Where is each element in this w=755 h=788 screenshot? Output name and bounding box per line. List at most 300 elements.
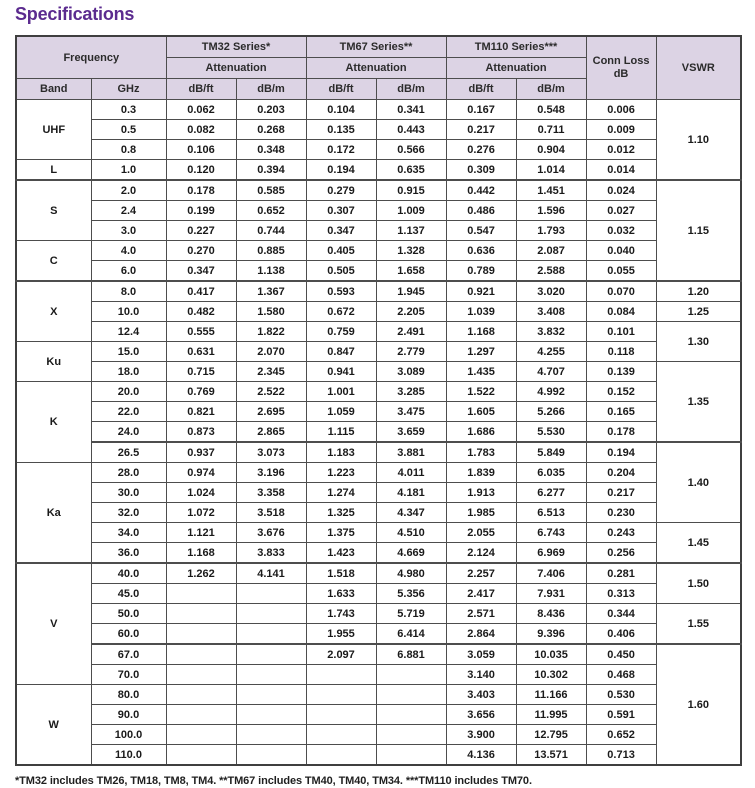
ghz-cell: 22.0 — [91, 402, 166, 422]
header-vswr: VSWR — [656, 36, 741, 100]
tm67-dbm-cell: 0.915 — [376, 180, 446, 201]
tm67-dbm-cell: 3.475 — [376, 402, 446, 422]
tm67-dbm-cell: 3.089 — [376, 362, 446, 382]
conn-loss-cell: 0.006 — [586, 100, 656, 120]
tm32-dbft-cell: 0.199 — [166, 201, 236, 221]
tm67-dbm-cell — [376, 745, 446, 766]
table-row — [16, 644, 741, 665]
tm110-dbm-cell: 5.266 — [516, 402, 586, 422]
header-band: Band — [16, 79, 91, 100]
table-row — [16, 160, 741, 181]
ghz-cell: 36.0 — [91, 543, 166, 564]
conn-loss-cell: 0.468 — [586, 665, 656, 685]
tm32-dbft-cell: 1.121 — [166, 523, 236, 543]
tm110-dbft-cell: 0.309 — [446, 160, 516, 181]
tm67-dbft-cell: 1.743 — [306, 604, 376, 624]
table-row — [16, 725, 741, 745]
tm110-dbm-cell: 9.396 — [516, 624, 586, 645]
tm67-dbm-cell: 1.658 — [376, 261, 446, 282]
vswr-cell: 1.10 — [656, 100, 741, 181]
tm67-dbft-cell: 0.941 — [306, 362, 376, 382]
band-cell: K — [16, 382, 91, 463]
tm67-dbm-cell — [376, 665, 446, 685]
band-cell: S — [16, 180, 91, 241]
tm32-dbft-cell: 0.873 — [166, 422, 236, 443]
tm110-dbm-cell: 1.014 — [516, 160, 586, 181]
tm110-dbft-cell: 1.435 — [446, 362, 516, 382]
tm110-dbm-cell: 5.530 — [516, 422, 586, 443]
table-row — [16, 624, 741, 645]
tm110-dbm-cell: 13.571 — [516, 745, 586, 766]
ghz-cell: 100.0 — [91, 725, 166, 745]
vswr-cell: 1.20 — [656, 281, 741, 302]
conn-loss-cell: 0.406 — [586, 624, 656, 645]
ghz-cell: 1.0 — [91, 160, 166, 181]
tm67-dbm-cell — [376, 725, 446, 745]
tm110-dbm-cell: 7.406 — [516, 563, 586, 584]
tm32-dbft-cell — [166, 624, 236, 645]
header-tm110-dbm: dB/m — [516, 79, 586, 100]
vswr-cell: 1.30 — [656, 322, 741, 362]
conn-loss-cell: 0.256 — [586, 543, 656, 564]
band-cell: W — [16, 685, 91, 766]
table-row — [16, 402, 741, 422]
vswr-cell: 1.15 — [656, 180, 741, 281]
table-row — [16, 241, 741, 261]
tm32-dbm-cell: 0.652 — [236, 201, 306, 221]
tm110-dbm-cell: 1.451 — [516, 180, 586, 201]
tm67-dbft-cell: 1.001 — [306, 382, 376, 402]
tm32-dbm-cell — [236, 705, 306, 725]
tm32-dbm-cell: 1.822 — [236, 322, 306, 342]
conn-loss-cell: 0.139 — [586, 362, 656, 382]
conn-loss-cell: 0.217 — [586, 483, 656, 503]
tm32-dbm-cell — [236, 584, 306, 604]
tm67-dbft-cell: 1.423 — [306, 543, 376, 564]
table-row — [16, 523, 741, 543]
tm110-dbft-cell: 2.417 — [446, 584, 516, 604]
tm32-dbm-cell: 0.394 — [236, 160, 306, 181]
conn-loss-cell: 0.070 — [586, 281, 656, 302]
table-row — [16, 342, 741, 362]
tm32-dbft-cell — [166, 584, 236, 604]
tm32-dbft-cell: 0.417 — [166, 281, 236, 302]
table-row — [16, 382, 741, 402]
ghz-cell: 80.0 — [91, 685, 166, 705]
tm32-dbm-cell — [236, 665, 306, 685]
vswr-cell: 1.55 — [656, 604, 741, 645]
tm32-dbm-cell: 2.070 — [236, 342, 306, 362]
tm32-dbft-cell: 0.106 — [166, 140, 236, 160]
table-row — [16, 140, 741, 160]
header-tm32-series: TM32 Series* — [166, 36, 306, 58]
tm110-dbm-cell: 2.588 — [516, 261, 586, 282]
ghz-cell: 15.0 — [91, 342, 166, 362]
ghz-cell: 0.3 — [91, 100, 166, 120]
tm32-dbm-cell: 1.580 — [236, 302, 306, 322]
table-row — [16, 604, 741, 624]
table-header — [16, 36, 741, 100]
tm67-dbft-cell: 1.115 — [306, 422, 376, 443]
ghz-cell: 18.0 — [91, 362, 166, 382]
conn-loss-cell: 0.152 — [586, 382, 656, 402]
conn-loss-cell: 0.652 — [586, 725, 656, 745]
table-row — [16, 422, 741, 443]
tm32-dbft-cell: 0.715 — [166, 362, 236, 382]
ghz-cell: 90.0 — [91, 705, 166, 725]
header-row-series — [16, 36, 741, 58]
tm67-dbft-cell: 1.955 — [306, 624, 376, 645]
table-row — [16, 261, 741, 282]
table-row — [16, 563, 741, 584]
tm67-dbm-cell: 2.491 — [376, 322, 446, 342]
tm110-dbm-cell: 3.832 — [516, 322, 586, 342]
tm32-dbm-cell: 2.865 — [236, 422, 306, 443]
tm110-dbft-cell: 2.124 — [446, 543, 516, 564]
tm32-dbm-cell: 0.585 — [236, 180, 306, 201]
tm110-dbft-cell: 3.656 — [446, 705, 516, 725]
tm67-dbm-cell: 1.009 — [376, 201, 446, 221]
tm67-dbft-cell: 0.847 — [306, 342, 376, 362]
table-row — [16, 503, 741, 523]
header-tm32-dbm: dB/m — [236, 79, 306, 100]
tm67-dbm-cell: 4.347 — [376, 503, 446, 523]
tm67-dbm-cell: 4.669 — [376, 543, 446, 564]
tm67-dbft-cell: 0.405 — [306, 241, 376, 261]
tm67-dbft-cell: 0.135 — [306, 120, 376, 140]
tm67-dbm-cell: 3.659 — [376, 422, 446, 443]
vswr-cell: 1.60 — [656, 644, 741, 765]
tm32-dbft-cell: 0.769 — [166, 382, 236, 402]
tm67-dbm-cell: 0.635 — [376, 160, 446, 181]
tm110-dbft-cell: 0.442 — [446, 180, 516, 201]
table-row — [16, 322, 741, 342]
header-tm67-attenuation: Attenuation — [306, 58, 446, 79]
tm67-dbft-cell: 1.274 — [306, 483, 376, 503]
conn-loss-cell: 0.530 — [586, 685, 656, 705]
ghz-cell: 110.0 — [91, 745, 166, 766]
tm110-dbft-cell: 0.547 — [446, 221, 516, 241]
conn-loss-cell: 0.243 — [586, 523, 656, 543]
tm67-dbft-cell: 1.633 — [306, 584, 376, 604]
tm110-dbm-cell: 3.408 — [516, 302, 586, 322]
tm67-dbm-cell: 1.137 — [376, 221, 446, 241]
band-cell: L — [16, 160, 91, 181]
tm32-dbft-cell — [166, 644, 236, 665]
table-row — [16, 201, 741, 221]
tm110-dbm-cell: 6.277 — [516, 483, 586, 503]
tm67-dbm-cell: 4.181 — [376, 483, 446, 503]
tm110-dbm-cell: 0.711 — [516, 120, 586, 140]
table-row — [16, 584, 741, 604]
ghz-cell: 70.0 — [91, 665, 166, 685]
conn-loss-cell: 0.009 — [586, 120, 656, 140]
tm32-dbm-cell: 3.518 — [236, 503, 306, 523]
band-cell: X — [16, 281, 91, 342]
ghz-cell: 50.0 — [91, 604, 166, 624]
tm67-dbft-cell: 1.223 — [306, 463, 376, 483]
tm67-dbm-cell: 3.881 — [376, 442, 446, 463]
tm110-dbm-cell: 8.436 — [516, 604, 586, 624]
tm110-dbm-cell: 4.992 — [516, 382, 586, 402]
tm32-dbm-cell — [236, 644, 306, 665]
ghz-cell: 26.5 — [91, 442, 166, 463]
tm32-dbft-cell: 0.555 — [166, 322, 236, 342]
tm67-dbm-cell: 0.341 — [376, 100, 446, 120]
ghz-cell: 40.0 — [91, 563, 166, 584]
tm67-dbft-cell — [306, 725, 376, 745]
ghz-cell: 2.0 — [91, 180, 166, 201]
tm67-dbm-cell — [376, 685, 446, 705]
tm67-dbm-cell: 4.980 — [376, 563, 446, 584]
tm110-dbm-cell: 2.087 — [516, 241, 586, 261]
tm110-dbft-cell: 1.039 — [446, 302, 516, 322]
band-cell: Ka — [16, 463, 91, 564]
tm32-dbft-cell: 0.347 — [166, 261, 236, 282]
tm110-dbft-cell: 2.055 — [446, 523, 516, 543]
ghz-cell: 34.0 — [91, 523, 166, 543]
tm110-dbm-cell: 11.995 — [516, 705, 586, 725]
tm110-dbm-cell: 11.166 — [516, 685, 586, 705]
header-tm67-series: TM67 Series** — [306, 36, 446, 58]
tm67-dbft-cell — [306, 685, 376, 705]
tm67-dbm-cell: 2.779 — [376, 342, 446, 362]
tm67-dbm-cell: 5.719 — [376, 604, 446, 624]
tm67-dbft-cell: 2.097 — [306, 644, 376, 665]
conn-loss-cell: 0.024 — [586, 180, 656, 201]
tm110-dbft-cell: 1.522 — [446, 382, 516, 402]
tm110-dbft-cell: 0.167 — [446, 100, 516, 120]
conn-loss-cell: 0.012 — [586, 140, 656, 160]
vswr-cell: 1.40 — [656, 442, 741, 523]
tm110-dbft-cell: 1.686 — [446, 422, 516, 443]
tm110-dbft-cell: 0.921 — [446, 281, 516, 302]
ghz-cell: 12.4 — [91, 322, 166, 342]
tm32-dbm-cell: 0.885 — [236, 241, 306, 261]
tm32-dbft-cell: 0.631 — [166, 342, 236, 362]
ghz-cell: 4.0 — [91, 241, 166, 261]
tm32-dbm-cell: 3.676 — [236, 523, 306, 543]
header-tm110-series: TM110 Series*** — [446, 36, 586, 58]
table-row — [16, 180, 741, 201]
tm32-dbm-cell: 3.833 — [236, 543, 306, 564]
tm32-dbm-cell: 3.073 — [236, 442, 306, 463]
table-row — [16, 705, 741, 725]
table-row — [16, 100, 741, 120]
tm32-dbft-cell — [166, 705, 236, 725]
conn-loss-cell: 0.118 — [586, 342, 656, 362]
tm67-dbm-cell: 0.566 — [376, 140, 446, 160]
tm110-dbft-cell: 3.403 — [446, 685, 516, 705]
tm32-dbm-cell — [236, 745, 306, 766]
tm32-dbft-cell: 0.178 — [166, 180, 236, 201]
tm67-dbft-cell: 0.172 — [306, 140, 376, 160]
tm67-dbft-cell — [306, 705, 376, 725]
tm67-dbm-cell: 6.414 — [376, 624, 446, 645]
conn-loss-cell: 0.014 — [586, 160, 656, 181]
tm32-dbft-cell — [166, 665, 236, 685]
tm32-dbm-cell: 4.141 — [236, 563, 306, 584]
tm67-dbm-cell: 1.328 — [376, 241, 446, 261]
tm67-dbft-cell: 0.347 — [306, 221, 376, 241]
tm67-dbm-cell: 5.356 — [376, 584, 446, 604]
table-row — [16, 442, 741, 463]
band-cell: Ku — [16, 342, 91, 382]
tm32-dbm-cell: 0.348 — [236, 140, 306, 160]
tm110-dbm-cell: 0.904 — [516, 140, 586, 160]
tm32-dbft-cell: 0.062 — [166, 100, 236, 120]
tm67-dbft-cell — [306, 665, 376, 685]
conn-loss-cell: 0.204 — [586, 463, 656, 483]
tm110-dbm-cell: 6.969 — [516, 543, 586, 564]
table-row — [16, 665, 741, 685]
tm110-dbm-cell: 4.707 — [516, 362, 586, 382]
tm110-dbft-cell: 3.900 — [446, 725, 516, 745]
tm110-dbm-cell: 4.255 — [516, 342, 586, 362]
header-ghz: GHz — [91, 79, 166, 100]
tm32-dbm-cell: 2.695 — [236, 402, 306, 422]
tm67-dbm-cell: 4.510 — [376, 523, 446, 543]
tm32-dbm-cell: 3.196 — [236, 463, 306, 483]
tm67-dbft-cell: 0.307 — [306, 201, 376, 221]
tm32-dbft-cell: 1.168 — [166, 543, 236, 564]
tm32-dbft-cell: 1.072 — [166, 503, 236, 523]
tm32-dbft-cell: 0.227 — [166, 221, 236, 241]
tm32-dbft-cell: 0.482 — [166, 302, 236, 322]
tm110-dbft-cell: 1.783 — [446, 442, 516, 463]
tm110-dbft-cell: 2.257 — [446, 563, 516, 584]
footnote: *TM32 includes TM26, TM18, TM8, TM4. **TM67 includes TM40, TM40, TM34. ***TM110 includes TM70. — [15, 775, 532, 787]
conn-loss-cell: 0.450 — [586, 644, 656, 665]
ghz-cell: 0.8 — [91, 140, 166, 160]
header-frequency: Frequency — [16, 36, 166, 79]
tm110-dbft-cell: 0.486 — [446, 201, 516, 221]
tm32-dbft-cell: 1.024 — [166, 483, 236, 503]
vswr-cell: 1.35 — [656, 362, 741, 443]
tm32-dbft-cell: 0.120 — [166, 160, 236, 181]
table-row — [16, 685, 741, 705]
ghz-cell: 60.0 — [91, 624, 166, 645]
spec-table-body — [16, 100, 741, 766]
table-row — [16, 463, 741, 483]
band-cell: V — [16, 563, 91, 685]
table-row — [16, 120, 741, 140]
tm32-dbft-cell — [166, 604, 236, 624]
band-cell: C — [16, 241, 91, 282]
conn-loss-cell: 0.230 — [586, 503, 656, 523]
tm110-dbm-cell: 10.302 — [516, 665, 586, 685]
tm110-dbft-cell: 0.636 — [446, 241, 516, 261]
band-cell: UHF — [16, 100, 91, 160]
tm67-dbft-cell: 1.183 — [306, 442, 376, 463]
tm32-dbm-cell: 0.268 — [236, 120, 306, 140]
tm110-dbm-cell: 1.596 — [516, 201, 586, 221]
ghz-cell: 2.4 — [91, 201, 166, 221]
conn-loss-cell: 0.713 — [586, 745, 656, 766]
ghz-cell: 45.0 — [91, 584, 166, 604]
tm110-dbm-cell: 5.849 — [516, 442, 586, 463]
tm110-dbm-cell: 10.035 — [516, 644, 586, 665]
tm67-dbft-cell: 1.325 — [306, 503, 376, 523]
table-row — [16, 483, 741, 503]
vswr-cell: 1.25 — [656, 302, 741, 322]
tm32-dbm-cell: 1.367 — [236, 281, 306, 302]
tm67-dbm-cell: 0.443 — [376, 120, 446, 140]
tm110-dbm-cell: 0.548 — [516, 100, 586, 120]
ghz-cell: 28.0 — [91, 463, 166, 483]
tm67-dbft-cell — [306, 745, 376, 766]
tm110-dbm-cell: 6.743 — [516, 523, 586, 543]
tm110-dbft-cell: 4.136 — [446, 745, 516, 766]
conn-loss-cell: 0.178 — [586, 422, 656, 443]
header-tm110-attenuation: Attenuation — [446, 58, 586, 79]
tm32-dbft-cell: 0.821 — [166, 402, 236, 422]
tm32-dbft-cell — [166, 725, 236, 745]
tm110-dbft-cell: 1.297 — [446, 342, 516, 362]
tm110-dbft-cell: 3.059 — [446, 644, 516, 665]
ghz-cell: 8.0 — [91, 281, 166, 302]
tm67-dbft-cell: 0.505 — [306, 261, 376, 282]
tm110-dbft-cell: 1.839 — [446, 463, 516, 483]
table-row — [16, 221, 741, 241]
tm32-dbft-cell: 0.974 — [166, 463, 236, 483]
conn-loss-cell: 0.084 — [586, 302, 656, 322]
header-tm67-dbm: dB/m — [376, 79, 446, 100]
ghz-cell: 3.0 — [91, 221, 166, 241]
table-row — [16, 745, 741, 766]
tm67-dbft-cell: 1.518 — [306, 563, 376, 584]
ghz-cell: 10.0 — [91, 302, 166, 322]
page-title: Specifications — [15, 4, 135, 24]
tm110-dbft-cell: 2.571 — [446, 604, 516, 624]
conn-loss-cell: 0.165 — [586, 402, 656, 422]
ghz-cell: 0.5 — [91, 120, 166, 140]
header-tm110-dbft: dB/ft — [446, 79, 516, 100]
specifications-table — [15, 35, 742, 766]
tm67-dbft-cell: 0.759 — [306, 322, 376, 342]
tm110-dbm-cell: 6.513 — [516, 503, 586, 523]
tm67-dbm-cell: 2.205 — [376, 302, 446, 322]
tm110-dbft-cell: 1.168 — [446, 322, 516, 342]
conn-loss-cell: 0.344 — [586, 604, 656, 624]
conn-loss-cell: 0.313 — [586, 584, 656, 604]
ghz-cell: 20.0 — [91, 382, 166, 402]
tm110-dbft-cell: 1.605 — [446, 402, 516, 422]
tm32-dbm-cell — [236, 725, 306, 745]
tm67-dbm-cell — [376, 705, 446, 725]
header-conn-loss-line1: Conn Loss — [592, 55, 650, 67]
tm67-dbm-cell: 1.945 — [376, 281, 446, 302]
conn-loss-cell: 0.032 — [586, 221, 656, 241]
table-row — [16, 302, 741, 322]
ghz-cell: 32.0 — [91, 503, 166, 523]
tm110-dbm-cell: 3.020 — [516, 281, 586, 302]
tm110-dbm-cell: 7.931 — [516, 584, 586, 604]
tm110-dbft-cell: 3.140 — [446, 665, 516, 685]
ghz-cell: 6.0 — [91, 261, 166, 282]
table-row — [16, 281, 741, 302]
ghz-cell: 67.0 — [91, 644, 166, 665]
tm110-dbm-cell: 1.793 — [516, 221, 586, 241]
conn-loss-cell: 0.591 — [586, 705, 656, 725]
conn-loss-cell: 0.027 — [586, 201, 656, 221]
tm32-dbm-cell: 0.744 — [236, 221, 306, 241]
tm67-dbft-cell: 0.194 — [306, 160, 376, 181]
table-row — [16, 362, 741, 382]
tm32-dbm-cell: 2.345 — [236, 362, 306, 382]
conn-loss-cell: 0.040 — [586, 241, 656, 261]
tm32-dbm-cell — [236, 685, 306, 705]
